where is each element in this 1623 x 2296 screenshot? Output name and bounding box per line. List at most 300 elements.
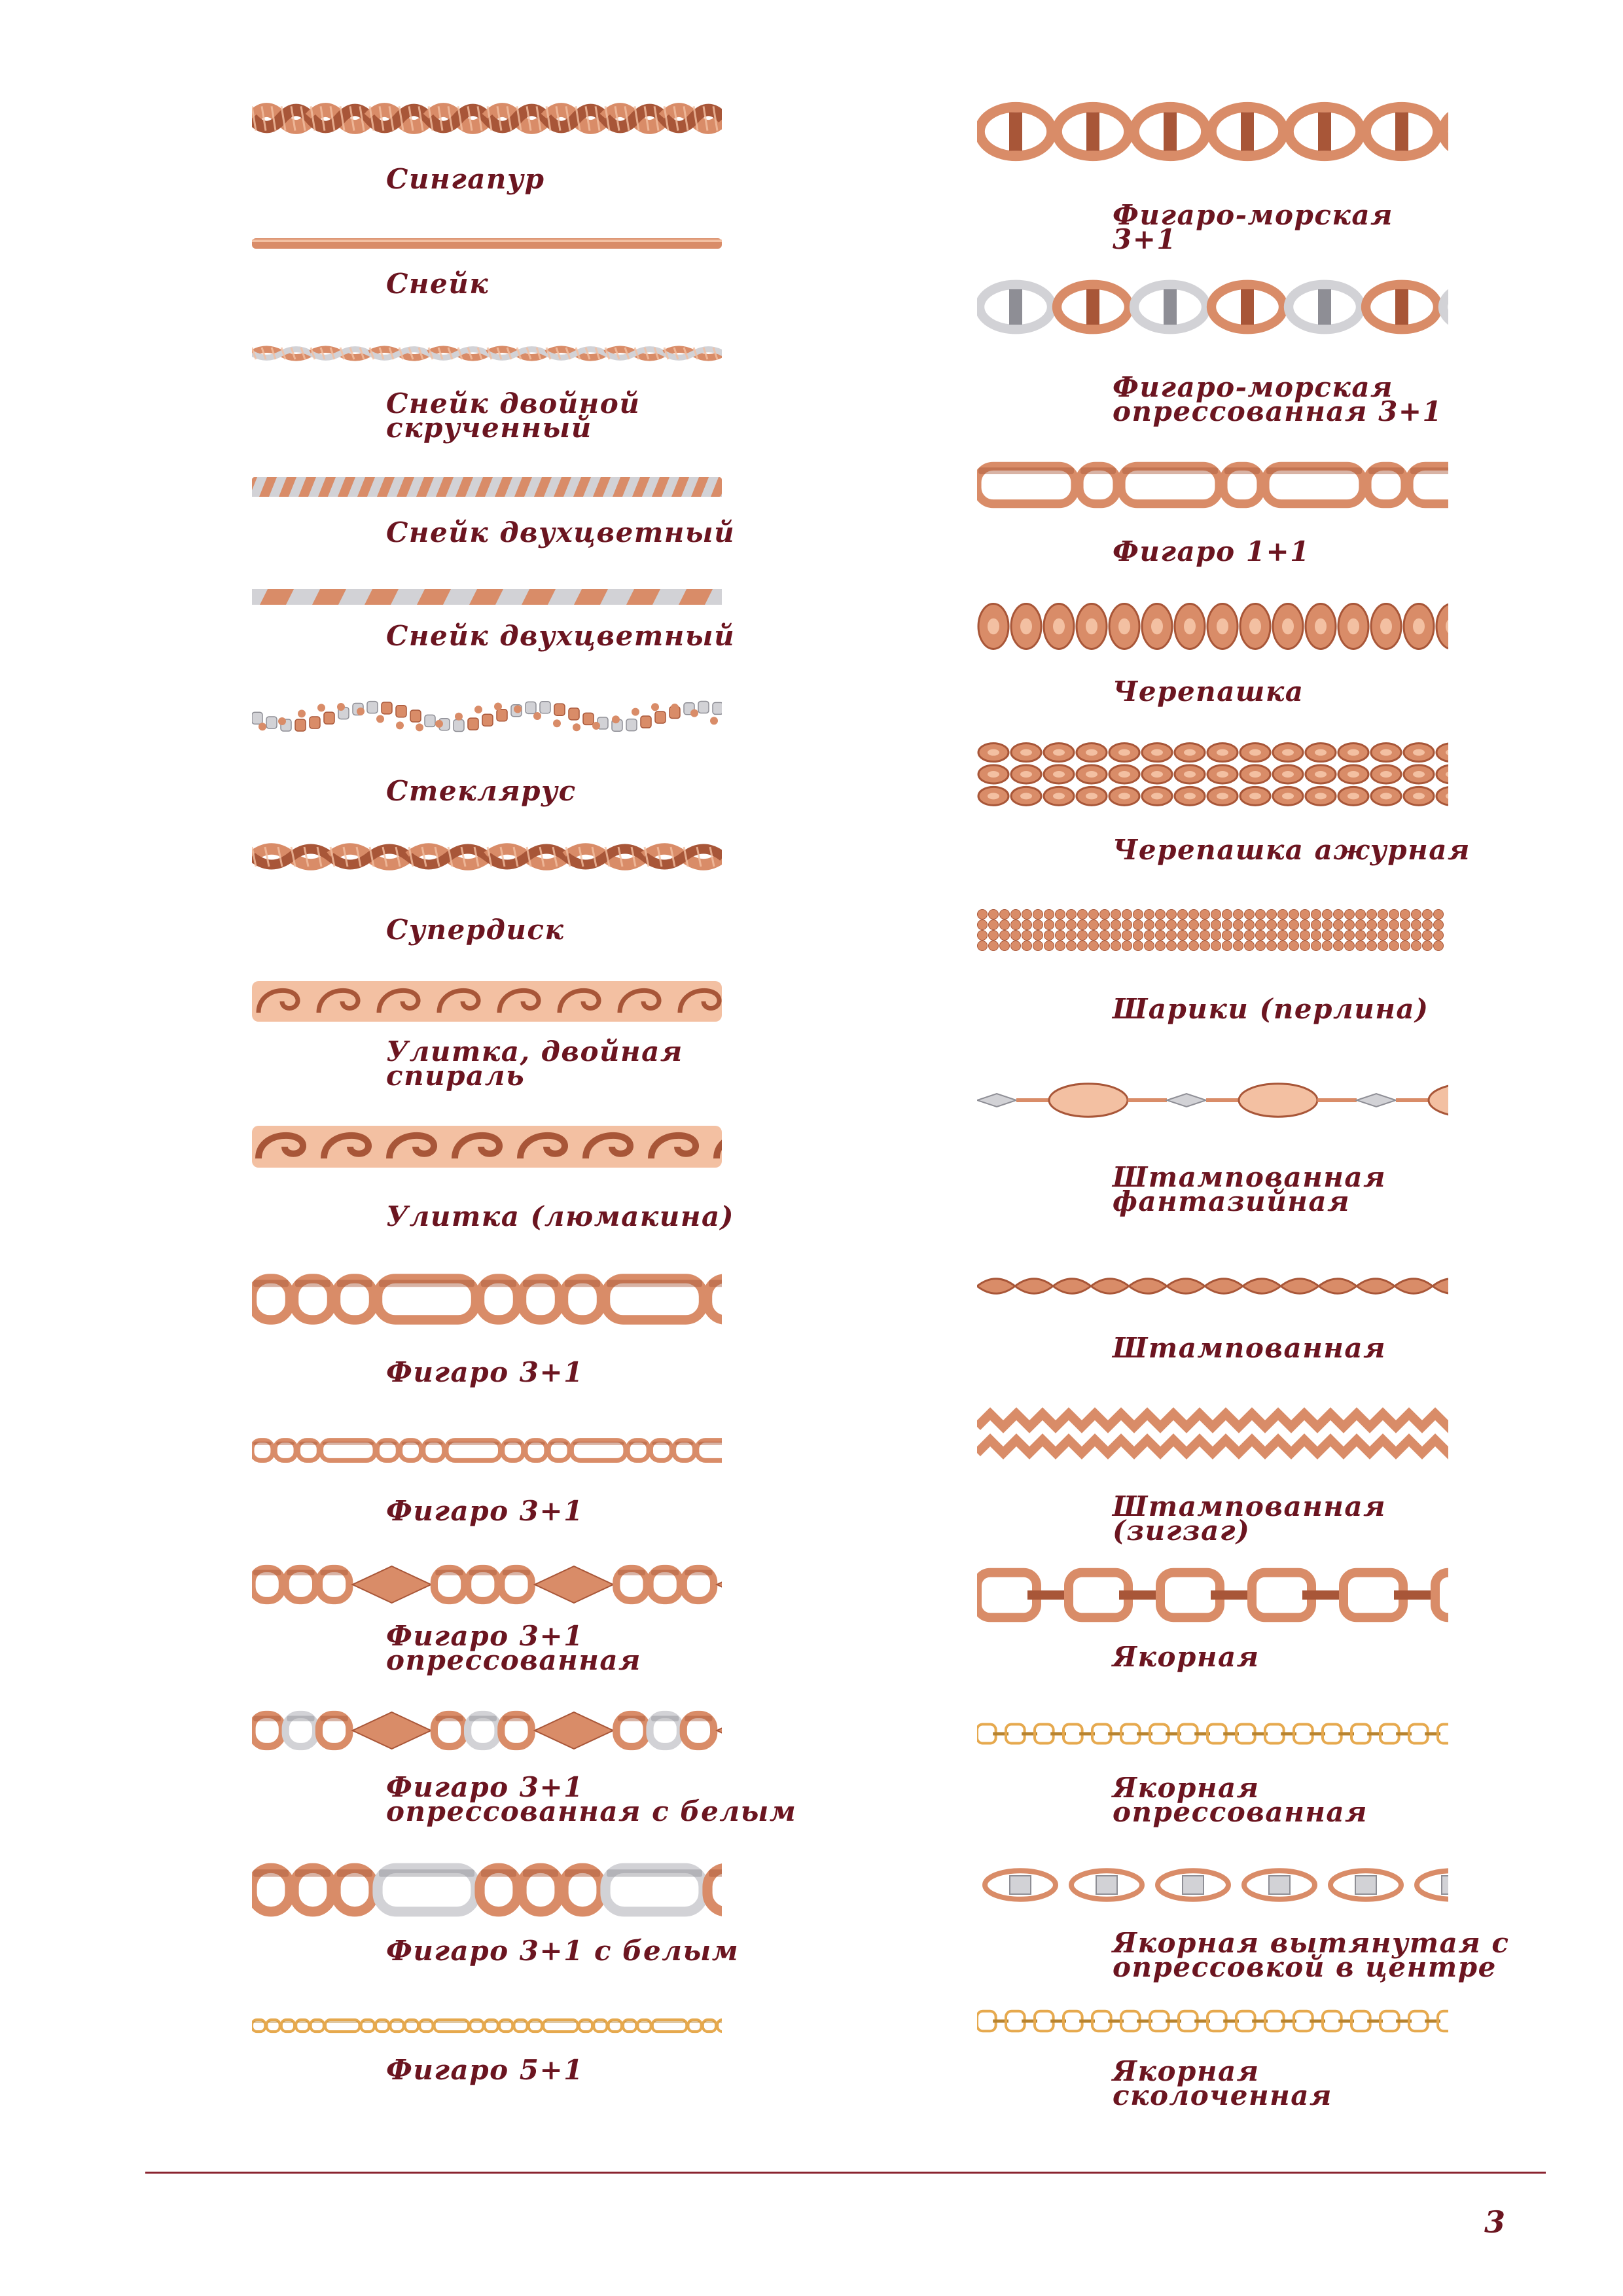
chain-segment bbox=[515, 2021, 526, 2023]
chain-segment bbox=[1395, 113, 1408, 151]
chain-segment bbox=[1086, 749, 1097, 756]
chain-segment bbox=[481, 1280, 516, 1287]
chain-segment bbox=[610, 2021, 620, 2023]
chain-segment bbox=[1020, 619, 1032, 635]
chain-segment bbox=[1300, 931, 1310, 941]
chain-segment bbox=[295, 719, 306, 731]
stamped-zigzag-chain bbox=[977, 1407, 1448, 1473]
chain-segment bbox=[253, 1442, 272, 1445]
chain-segment bbox=[396, 721, 404, 729]
figaro-3-1-chain bbox=[252, 1270, 722, 1329]
chain-segment bbox=[287, 1570, 314, 1575]
chain-segment bbox=[1378, 931, 1388, 941]
chain-segment bbox=[1189, 941, 1199, 951]
chain-segment bbox=[1078, 910, 1088, 920]
chain-segment bbox=[1315, 793, 1327, 799]
chain-segment bbox=[1151, 619, 1163, 635]
chain-segment bbox=[474, 706, 482, 713]
chain-segment bbox=[1413, 619, 1425, 635]
figaro-1-1-chain bbox=[977, 458, 1448, 512]
chain-segment bbox=[1429, 1084, 1448, 1117]
figaro-5-1-chain bbox=[252, 2017, 722, 2034]
chain-segment bbox=[1053, 771, 1065, 778]
chain-segment bbox=[327, 2021, 359, 2023]
chain-segment bbox=[1010, 1876, 1031, 1894]
chain-segment bbox=[1282, 749, 1294, 756]
chain-segment bbox=[337, 1869, 372, 1876]
chain-segment bbox=[1089, 941, 1099, 951]
chain-segment bbox=[1205, 1279, 1243, 1294]
chain-segment bbox=[978, 931, 988, 941]
chain-segment bbox=[977, 1279, 1015, 1294]
chain-segment bbox=[554, 704, 565, 715]
figaro-3-1-pressed-chain bbox=[252, 1562, 722, 1607]
chain-segment bbox=[1345, 931, 1355, 941]
chain-segment bbox=[1184, 749, 1196, 756]
chain-segment bbox=[1000, 931, 1010, 941]
chain-segment bbox=[410, 710, 421, 722]
chain-segment bbox=[1133, 910, 1143, 920]
chain-label: Штампованная (зигзаг) bbox=[1113, 1490, 1387, 1547]
chain-segment bbox=[1239, 1084, 1317, 1117]
chain-segment bbox=[1086, 793, 1097, 799]
chain-label: Улитка, двойная спираль bbox=[386, 1035, 683, 1092]
chain-segment bbox=[1086, 619, 1097, 635]
chain-label: Снейк двойной скрученный bbox=[386, 387, 641, 444]
turtle-chain bbox=[977, 600, 1448, 653]
chain-label: Фигаро 3+1 опрессованная с белым bbox=[386, 1771, 797, 1827]
chain-segment bbox=[1129, 1279, 1167, 1294]
chain-segment bbox=[1053, 749, 1065, 756]
chain-segment bbox=[1189, 920, 1199, 930]
chain-segment bbox=[1433, 1279, 1448, 1294]
chain-segment bbox=[1311, 941, 1321, 951]
chain-segment bbox=[1167, 941, 1177, 951]
chain-segment bbox=[1211, 920, 1221, 930]
chain-segment bbox=[486, 2021, 497, 2023]
chain-segment bbox=[283, 2021, 293, 2023]
chain-segment bbox=[1367, 941, 1377, 951]
chain-segment bbox=[1345, 910, 1355, 920]
chain-segment bbox=[1300, 941, 1310, 951]
chain-segment bbox=[1133, 931, 1143, 941]
chain-segment bbox=[435, 1716, 463, 1721]
chain-segment bbox=[1435, 1573, 1448, 1617]
chain-segment bbox=[1167, 1279, 1205, 1294]
chain-segment bbox=[1222, 920, 1232, 930]
chain-segment bbox=[1413, 749, 1425, 756]
chain-segment bbox=[1086, 771, 1097, 778]
chain-segment bbox=[607, 1280, 702, 1287]
chain-segment bbox=[1222, 910, 1232, 920]
bugle-bead-chain bbox=[252, 696, 722, 738]
chain-segment bbox=[253, 1280, 289, 1287]
chain-segment bbox=[709, 1869, 722, 1876]
chain-segment bbox=[454, 719, 464, 731]
chain-segment bbox=[535, 1712, 613, 1749]
chain-segment bbox=[1178, 931, 1188, 941]
chain-segment bbox=[1256, 920, 1266, 930]
double-twisted-snake-chain bbox=[252, 344, 722, 363]
chain-segment bbox=[1395, 289, 1408, 325]
chain-segment bbox=[1315, 749, 1327, 756]
chain-segment bbox=[1222, 941, 1232, 951]
chain-segment bbox=[1266, 467, 1362, 474]
chain-segment bbox=[988, 771, 999, 778]
chain-segment bbox=[1347, 749, 1359, 756]
chain-segment bbox=[1345, 920, 1355, 930]
chain-segment bbox=[287, 1716, 314, 1721]
chain-segment bbox=[468, 718, 478, 730]
ball-perlina-chain bbox=[977, 908, 1448, 952]
chain-segment bbox=[297, 2021, 308, 2023]
chain-segment bbox=[1100, 941, 1110, 951]
chain-segment bbox=[1389, 941, 1399, 951]
chain-segment bbox=[1217, 771, 1228, 778]
chain-segment bbox=[1267, 920, 1277, 930]
chain-label: Фигаро 3+1 bbox=[386, 1495, 584, 1527]
chain-segment bbox=[1300, 920, 1310, 930]
chain-segment bbox=[1217, 619, 1228, 635]
chain-segment bbox=[1211, 931, 1221, 941]
chain-segment bbox=[1245, 941, 1255, 951]
chain-segment bbox=[455, 713, 463, 721]
chain-segment bbox=[1345, 941, 1355, 951]
chain-segment bbox=[252, 712, 262, 724]
chain-segment bbox=[1224, 467, 1260, 474]
chain-segment bbox=[1033, 920, 1043, 930]
chain-segment bbox=[1434, 910, 1444, 920]
chain-segment bbox=[1067, 910, 1077, 920]
chain-segment bbox=[317, 704, 325, 711]
chain-segment bbox=[1053, 619, 1065, 635]
chain-segment bbox=[989, 910, 999, 920]
chain-segment bbox=[357, 708, 365, 715]
chain-segment bbox=[1033, 941, 1043, 951]
chain-segment bbox=[1367, 920, 1377, 930]
chain-segment bbox=[1011, 931, 1021, 941]
stamped-chain bbox=[977, 1270, 1448, 1302]
chain-segment bbox=[988, 793, 999, 799]
chain-label: Снейк bbox=[386, 268, 490, 300]
superdisc-chain bbox=[252, 840, 722, 873]
chain-segment bbox=[1217, 749, 1228, 756]
chain-segment bbox=[573, 1442, 624, 1445]
chain-segment bbox=[324, 712, 334, 724]
chain-segment bbox=[1211, 941, 1221, 951]
chain-segment bbox=[367, 702, 378, 713]
chain-segment bbox=[1412, 931, 1421, 941]
chain-segment bbox=[1323, 941, 1332, 951]
chain-segment bbox=[1241, 113, 1254, 151]
chain-segment bbox=[978, 910, 988, 920]
chain-segment bbox=[503, 1570, 530, 1575]
snake-chain bbox=[252, 237, 722, 250]
chain-segment bbox=[641, 716, 651, 728]
chain-segment bbox=[1133, 920, 1143, 930]
chain-segment bbox=[1378, 910, 1388, 920]
chain-segment bbox=[353, 1566, 431, 1603]
chain-segment bbox=[1315, 619, 1327, 635]
chain-segment bbox=[1145, 931, 1154, 941]
chain-segment bbox=[253, 1716, 281, 1721]
chain-segment bbox=[618, 1570, 645, 1575]
figaro-3-1-thin-chain bbox=[252, 1436, 722, 1465]
chain-segment bbox=[977, 1414, 1448, 1427]
chain-label: Шарики (перлина) bbox=[1113, 993, 1429, 1025]
chain-segment bbox=[1234, 941, 1243, 951]
figaro-marine-3-1-chain bbox=[977, 99, 1448, 164]
chain-segment bbox=[685, 1716, 712, 1721]
chain-segment bbox=[1423, 920, 1433, 930]
chain-segment bbox=[1056, 910, 1065, 920]
chain-segment bbox=[1020, 793, 1032, 799]
chain-segment bbox=[1367, 931, 1377, 941]
chain-segment bbox=[704, 2021, 715, 2023]
chain-segment bbox=[1156, 941, 1166, 951]
snail-double-spiral-chain bbox=[252, 978, 722, 1024]
chain-segment bbox=[436, 2021, 468, 2023]
chain-segment bbox=[1334, 941, 1344, 951]
chain-segment bbox=[1289, 920, 1299, 930]
chain-segment bbox=[685, 1570, 712, 1575]
chain-segment bbox=[1118, 619, 1130, 635]
chain-segment bbox=[1289, 910, 1299, 920]
chain-segment bbox=[1091, 1279, 1129, 1294]
chain-segment bbox=[1389, 910, 1399, 920]
chain-segment bbox=[651, 703, 659, 711]
chain-segment bbox=[1145, 920, 1154, 930]
chain-segment bbox=[1122, 910, 1132, 920]
chain-label: Супердиск bbox=[386, 914, 565, 946]
chain-segment bbox=[1267, 941, 1277, 951]
chain-segment bbox=[1156, 931, 1166, 941]
chain-segment bbox=[1089, 931, 1099, 941]
chain-segment bbox=[252, 240, 722, 242]
chain-segment bbox=[503, 1716, 530, 1721]
chain-label: Якорная вытянутая с опрессовкой в центре bbox=[1113, 1927, 1510, 1983]
chain-segment bbox=[1086, 113, 1099, 151]
chain-segment bbox=[1011, 920, 1021, 930]
chain-segment bbox=[988, 749, 999, 756]
chain-segment bbox=[1334, 931, 1344, 941]
chain-segment bbox=[1423, 941, 1433, 951]
chain-segment bbox=[481, 1869, 516, 1876]
chain-segment bbox=[353, 1712, 431, 1749]
chain-segment bbox=[569, 708, 579, 720]
chain-segment bbox=[553, 719, 561, 727]
chain-segment bbox=[1278, 931, 1288, 941]
chain-segment bbox=[514, 706, 522, 713]
chain-segment bbox=[1100, 931, 1110, 941]
chain-segment bbox=[698, 1442, 722, 1445]
figaro-marine-pressed-chain bbox=[977, 278, 1448, 336]
chain-segment bbox=[550, 1442, 568, 1445]
chain-segment bbox=[533, 712, 541, 720]
chain-segment bbox=[504, 1442, 522, 1445]
chain-segment bbox=[406, 2021, 417, 2023]
chain-segment bbox=[989, 931, 999, 941]
chain-segment bbox=[530, 2021, 541, 2023]
chain-segment bbox=[1183, 1876, 1204, 1894]
chain-segment bbox=[1400, 941, 1410, 951]
chain-segment bbox=[1200, 941, 1210, 951]
anchor-knocked-chain bbox=[977, 2008, 1448, 2034]
chain-segment bbox=[544, 2021, 577, 2023]
chain-segment bbox=[1222, 931, 1232, 941]
chain-segment bbox=[583, 713, 594, 725]
chain-label: Штампованная фантазийная bbox=[1113, 1161, 1387, 1217]
chain-segment bbox=[378, 1442, 397, 1445]
chain-segment bbox=[278, 717, 286, 725]
chain-segment bbox=[1423, 931, 1433, 941]
chain-segment bbox=[1022, 920, 1032, 930]
two-tone-snake-chain-alt bbox=[252, 588, 722, 606]
chain-label: Фигаро 1+1 bbox=[1113, 535, 1310, 567]
chain-segment bbox=[1413, 771, 1425, 778]
chain-segment bbox=[612, 715, 620, 723]
chain-label: Якорная сколоченная bbox=[1113, 2055, 1332, 2111]
chain-segment bbox=[435, 1570, 463, 1575]
chain-segment bbox=[607, 1869, 702, 1876]
chain-segment bbox=[1164, 289, 1177, 325]
chain-segment bbox=[1410, 467, 1448, 474]
chain-segment bbox=[1056, 920, 1065, 930]
chain-segment bbox=[252, 589, 722, 605]
chain-segment bbox=[1022, 941, 1032, 951]
chain-segment bbox=[1067, 931, 1077, 941]
chain-segment bbox=[1056, 941, 1065, 951]
chain-segment bbox=[717, 1712, 722, 1749]
chain-segment bbox=[482, 714, 493, 726]
chain-segment bbox=[989, 941, 999, 951]
chain-segment bbox=[1245, 931, 1255, 941]
chain-segment bbox=[1311, 910, 1321, 920]
chain-segment bbox=[535, 1566, 613, 1603]
chain-segment bbox=[652, 1442, 670, 1445]
chain-segment bbox=[1118, 749, 1130, 756]
chain-segment bbox=[1118, 793, 1130, 799]
chain-segment bbox=[639, 2021, 649, 2023]
chain-segment bbox=[379, 1869, 474, 1876]
chain-segment bbox=[1167, 1094, 1206, 1107]
chain-segment bbox=[1156, 910, 1166, 920]
chain-segment bbox=[978, 467, 1074, 474]
chain-segment bbox=[1400, 931, 1410, 941]
chain-segment bbox=[1000, 941, 1010, 951]
chain-segment bbox=[618, 1716, 645, 1721]
chain-segment bbox=[295, 1869, 330, 1876]
chain-segment bbox=[1145, 941, 1154, 951]
chain-label: Фигаро-морская опрессованная 3+1 bbox=[1113, 371, 1443, 427]
chain-segment bbox=[1184, 619, 1196, 635]
chain-label: Фигаро 3+1 с белым bbox=[386, 1935, 740, 1967]
chain-segment bbox=[295, 1280, 330, 1287]
chain-segment bbox=[1256, 931, 1266, 941]
chain-segment bbox=[253, 2021, 264, 2023]
chain-segment bbox=[1389, 931, 1399, 941]
chain-segment bbox=[469, 1716, 497, 1721]
chain-segment bbox=[573, 723, 580, 731]
chain-segment bbox=[379, 1280, 474, 1287]
chain-segment bbox=[527, 1442, 545, 1445]
chain-segment bbox=[1020, 771, 1032, 778]
chain-segment bbox=[709, 1280, 722, 1287]
chain-segment bbox=[713, 702, 722, 714]
chain-segment bbox=[1089, 910, 1099, 920]
chain-segment bbox=[501, 2021, 511, 2023]
chain-segment bbox=[1200, 931, 1210, 941]
chain-segment bbox=[1315, 771, 1327, 778]
chain-segment bbox=[1412, 920, 1421, 930]
chain-segment bbox=[651, 1570, 679, 1575]
chain-segment bbox=[1282, 771, 1294, 778]
chain-segment bbox=[1089, 920, 1099, 930]
chain-label: Черепашка bbox=[1113, 675, 1304, 708]
footer-rule bbox=[145, 2172, 1546, 2174]
chain-segment bbox=[717, 1566, 722, 1603]
chain-segment bbox=[494, 703, 502, 711]
chain-segment bbox=[299, 1442, 317, 1445]
chain-segment bbox=[1033, 910, 1043, 920]
chain-segment bbox=[298, 709, 306, 717]
chain-segment bbox=[320, 1570, 348, 1575]
chain-segment bbox=[580, 2021, 591, 2023]
chain-label: Фигаро 3+1 bbox=[386, 1356, 584, 1388]
chain-segment bbox=[978, 941, 988, 951]
chain-segment bbox=[1256, 941, 1266, 951]
chain-label: Якорная опрессованная bbox=[1113, 1772, 1368, 1828]
chain-segment bbox=[1167, 920, 1177, 930]
chain-segment bbox=[376, 715, 384, 723]
anchor-pressed-chain bbox=[977, 1721, 1448, 1746]
chain-segment bbox=[1145, 910, 1154, 920]
chain-segment bbox=[1000, 910, 1010, 920]
chain-segment bbox=[1067, 941, 1077, 951]
chain-segment bbox=[1000, 920, 1010, 930]
chain-segment bbox=[624, 2021, 635, 2023]
chain-segment bbox=[435, 720, 443, 728]
chain-segment bbox=[1100, 910, 1110, 920]
chain-segment bbox=[565, 1280, 600, 1287]
chain-segment bbox=[1009, 113, 1022, 151]
chain-segment bbox=[310, 717, 320, 728]
chain-segment bbox=[1323, 931, 1332, 941]
chain-segment bbox=[1151, 749, 1163, 756]
chain-segment bbox=[1323, 910, 1332, 920]
chain-segment bbox=[710, 717, 718, 725]
chain-segment bbox=[1347, 619, 1359, 635]
chain-segment bbox=[977, 1440, 1448, 1453]
chain-segment bbox=[1111, 931, 1121, 941]
chain-segment bbox=[1442, 1876, 1448, 1894]
chain-segment bbox=[1367, 910, 1377, 920]
chain-segment bbox=[1400, 910, 1410, 920]
chain-segment bbox=[1009, 289, 1022, 325]
chain-segment bbox=[320, 1716, 348, 1721]
chain-segment bbox=[1234, 920, 1243, 930]
anchor-chain bbox=[977, 1566, 1448, 1624]
chain-segment bbox=[1178, 941, 1188, 951]
chain-segment bbox=[1356, 920, 1366, 930]
chain-segment bbox=[1267, 931, 1277, 941]
turtle-openwork-chain bbox=[977, 742, 1448, 807]
chain-segment bbox=[1049, 1084, 1128, 1117]
chain-segment bbox=[1111, 910, 1121, 920]
chain-segment bbox=[1249, 793, 1261, 799]
chain-segment bbox=[526, 702, 536, 713]
chain-segment bbox=[1111, 920, 1121, 930]
